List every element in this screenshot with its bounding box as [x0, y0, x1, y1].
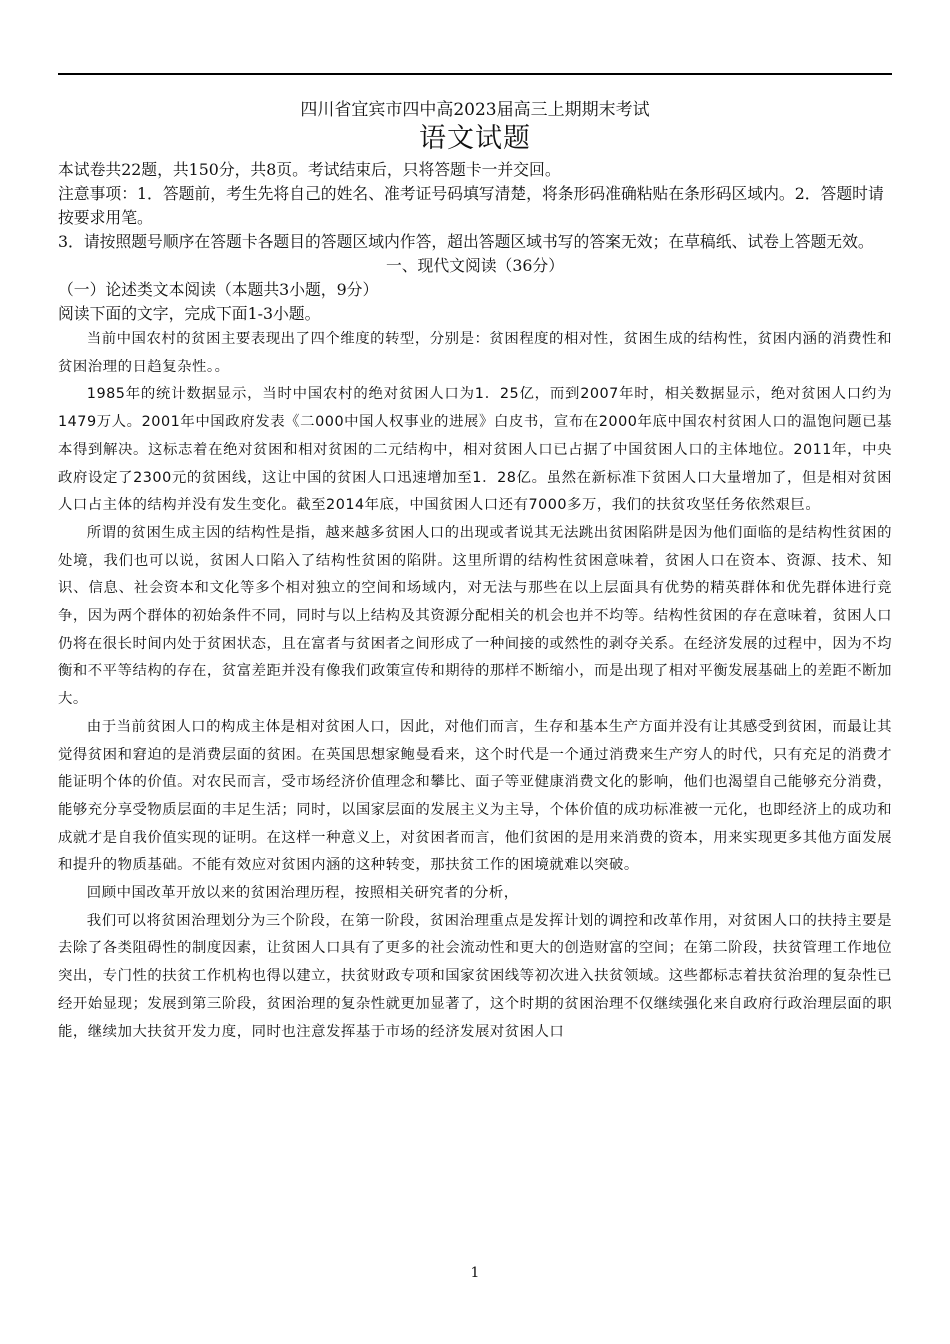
top-rule: [58, 73, 892, 75]
instruction-line: 3．请按照题号顺序在答题卡各题目的答题区域内作答，超出答题区域书写的答案无效；在草稿纸、试卷上答题无效。: [58, 232, 874, 251]
page-number: 1: [470, 1265, 480, 1281]
instruction-line: 注意事项：1．答题前，考生先将自己的姓名、准考证号码填写清楚，将条形码准确粘贴在条形码区域内。2．答题时请按要求用笔。: [58, 184, 884, 227]
body-paragraph: 回顾中国改革开放以来的贫困治理历程，按照相关研究者的分析，: [86, 885, 519, 902]
body-paragraph: 所谓的贫困生成主因的结构性是指，越来越多贫困人口的出现或者说其无法跳出贫困陷阱是因为他们面临的是结构性贫困的处境，我们也可以说，贫困人口陷入了结构性贫困的陷阱。这里所谓的结构性贫困意味着，贫困人口在资本、资源、技术、知识、信息、社会资本和文化等多个相对独立的空间和场域内，对无法与那些在以上层面具有优势的精英群体和优先群体进行竞争，因为两个群体的初始条件不同，同时与以上结构及其资源分配相关的机会也并不均等。结构性贫困的存在意味着，贫困人口仍将在很长时间内处于贫困状态，且在富者与贫困者之间形成了一种间接的或然性的剥夺关系。在经济发展的过程中，因为不均衡和不平等结构的存在，贫富差距并没有像我们政策宣传和期待的那样不断缩小，而是出现了相对平衡发展基础上的差距不断加大。: [58, 524, 892, 708]
exam-title: 语文试题: [419, 123, 531, 154]
section-subheading: （一）论述类文本阅读（本题共3小题，9分）: [58, 280, 379, 299]
reading-prompt: 阅读下面的文字，完成下面1-3小题。: [58, 304, 321, 323]
exam-page: [58, 98, 892, 1046]
body-paragraph: 我们可以将贫困治理划分为三个阶段，在第一阶段，贫困治理重点是发挥计划的调控和改革作用，对贫困人口的扶持主要是去除了各类阻碍性的制度因素，让贫困人口具有了更多的社会流动性和更大的创造财富的空间；在第二阶段，扶贫管理工作地位突出，专门性的扶贫工作机构也得以建立，扶贫财政专项和国家贫困线等初次进入扶贫领域。这些都标志着扶贫治理的复杂性已经开始显现；发展到第三阶段，贫困治理的复杂性就更加显著了，这个时期的贫困治理不仅继续强化来自政府行政治理层面的职能，继续加大扶贫开发力度，同时也注意发挥基于市场的经济发展对贫困人口: [58, 912, 892, 1040]
body-paragraph: 由于当前贫困人口的构成主体是相对贫困人口，因此，对他们而言，生存和基本生产方面并没有让其感受到贫困，而最让其觉得贫困和窘迫的是消费层面的贫困。在英国思想家鲍曼看来，这个时代是一个通过消费来生产穷人的时代，只有充足的消费才能证明个体的价值。对农民而言，受市场经济价值理念和攀比、面子等亚健康消费文化的影响，他们也渴望自己能够充分消费，能够充分享受物质层面的丰足生活；同时，以国家层面的发展主义为主导，个体价值的成功标准被一元化，也即经济上的成功和成就才是自我价值实现的证明。在这样一种意义上，对贫困者而言，他们贫困的是用来消费的资本，用来实现更多其他方面发展和提升的物质基础。不能有效应对贫困内涵的这种转变，那扶贫工作的困境就难以突破。: [58, 718, 892, 874]
body-paragraph: 1985年的统计数据显示，当时中国农村的绝对贫困人口为1．25亿，而到2007年时，相关数据显示，绝对贫困人口约为1479万人。2001年中国政府发表《二000中国人权事业的进展》白皮书，宣布在2000年底中国农村贫困人口的温饱问题已基本得到解决。这标志着在绝对贫困和相对贫困的二元结构中，相对贫困人口已占据了中国贫困人口的主体地位。2011年，中央政府设定了2300元的贫困线，这让中国的贫困人口迅速增加至1．28亿。虽然在新标准下贫困人口大量增加了，但是相对贫困人口占主体的结构并没有发生变化。截至2014年底，中国贫困人口还有7000多万，我们的扶贫攻坚任务依然艰巨。: [58, 386, 892, 514]
instruction-line: 本试卷共22题，共150分，共8页。考试结束后，只将答题卡一并交回。: [58, 160, 561, 179]
section-heading: 一、现代文阅读（36分）: [385, 256, 565, 275]
exam-subtitle: 四川省宜宾市四中高2023届高三上期期末考试: [300, 100, 650, 120]
body-paragraph: 当前中国农村的贫困主要表现出了四个维度的转型，分别是：贫困程度的相对性，贫困生成的结构性，贫困内涵的消费性和贫困治理的日趋复杂性。。: [58, 331, 892, 375]
